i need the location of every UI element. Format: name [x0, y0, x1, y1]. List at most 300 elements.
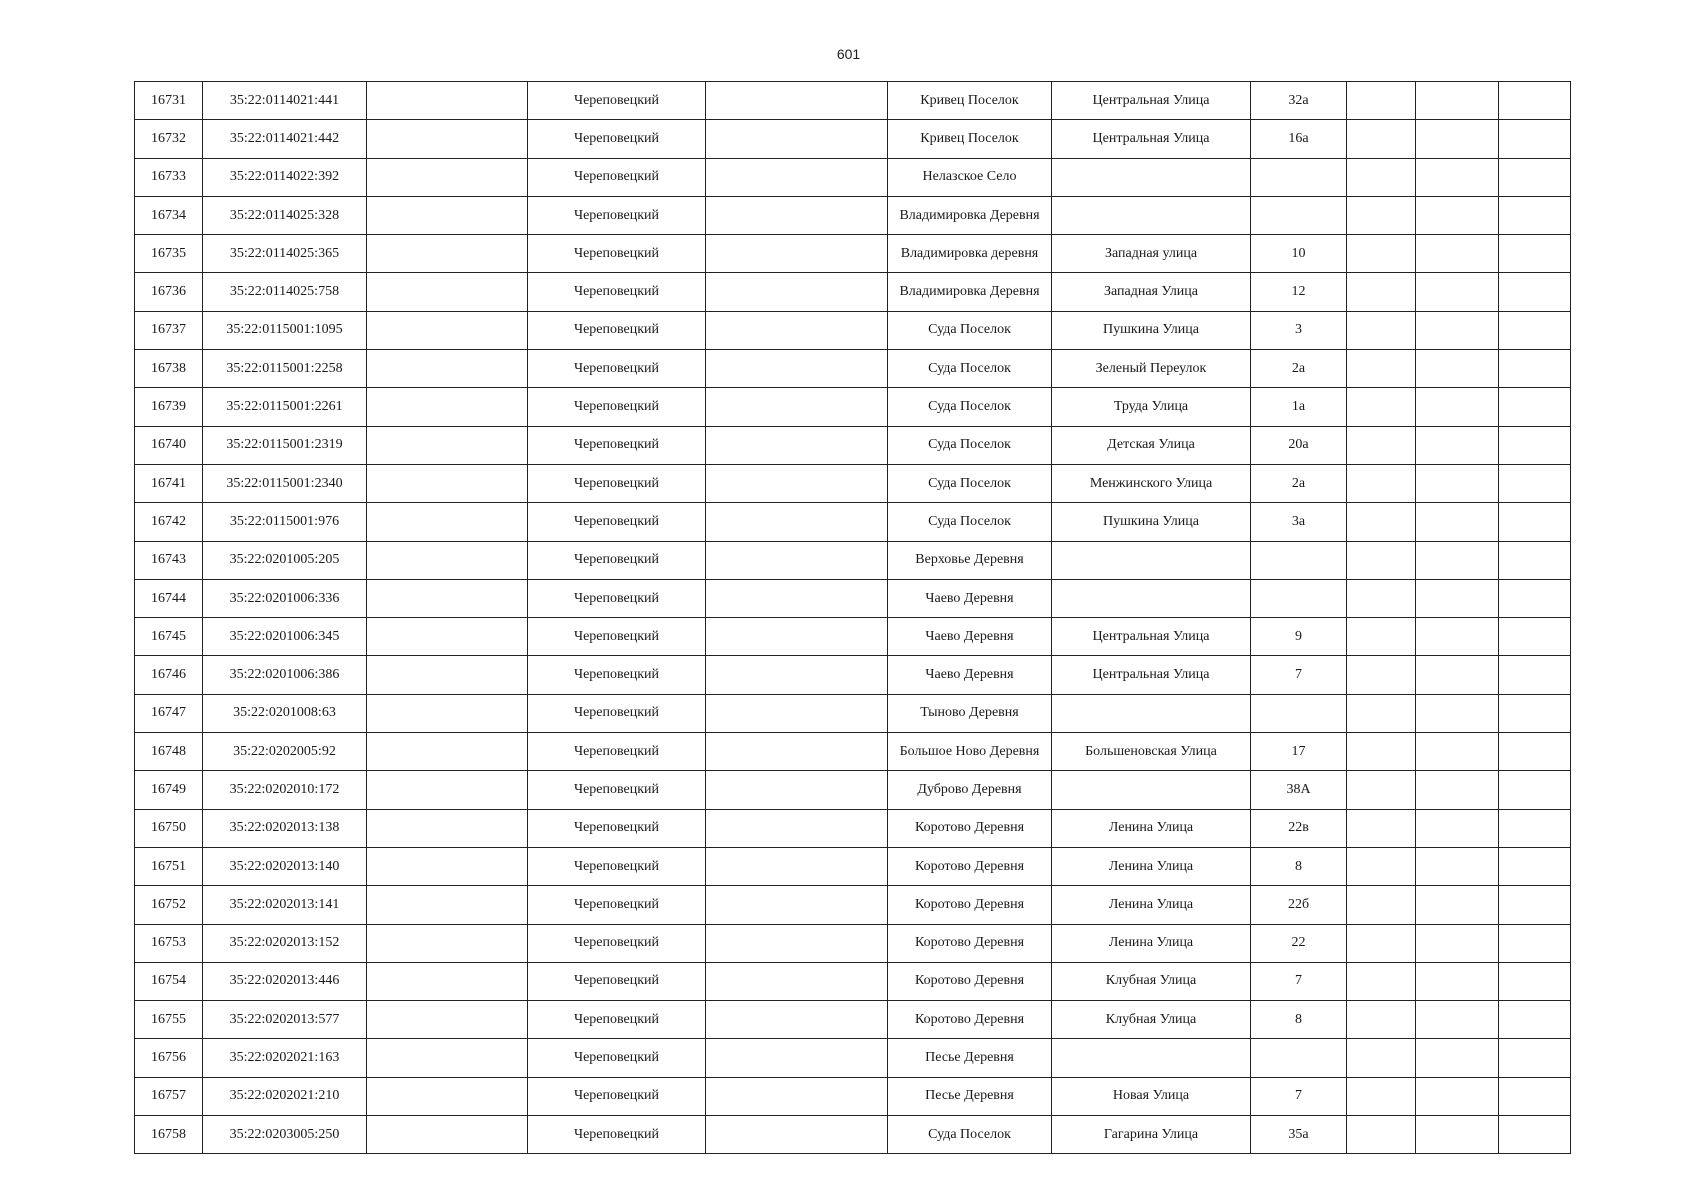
empty-cell [1347, 694, 1416, 732]
district-cell: Череповецкий [528, 464, 706, 502]
empty-cell [1416, 924, 1499, 962]
locality-cell: Коротово Деревня [888, 847, 1052, 885]
cadastral-number-cell: 35:22:0115001:2319 [203, 426, 367, 464]
locality-cell: Суда Поселок [888, 426, 1052, 464]
table-row [135, 196, 1571, 234]
empty-cell [1347, 1077, 1416, 1115]
district-cell: Череповецкий [528, 771, 706, 809]
empty-cell [1416, 656, 1499, 694]
empty-cell [1416, 733, 1499, 771]
row-number-cell: 16744 [135, 579, 203, 617]
table-row [135, 1039, 1571, 1077]
street-cell: Пушкина Улица [1052, 503, 1251, 541]
locality-cell: Верховье Деревня [888, 541, 1052, 579]
empty-cell [367, 120, 528, 158]
empty-cell [367, 426, 528, 464]
house-number-cell [1251, 541, 1347, 579]
street-cell: Ленина Улица [1052, 924, 1251, 962]
table-row [135, 1116, 1571, 1154]
empty-cell [1416, 541, 1499, 579]
empty-cell [706, 886, 888, 924]
empty-cell [706, 1039, 888, 1077]
empty-cell [1347, 886, 1416, 924]
empty-cell [1416, 1077, 1499, 1115]
empty-cell [1347, 541, 1416, 579]
empty-cell [1499, 82, 1571, 120]
locality-cell: Песье Деревня [888, 1077, 1052, 1115]
row-number-cell: 16753 [135, 924, 203, 962]
cadastral-number-cell: 35:22:0202013:138 [203, 809, 367, 847]
empty-cell [1499, 350, 1571, 388]
cadastral-number-cell: 35:22:0114025:365 [203, 235, 367, 273]
empty-cell [706, 82, 888, 120]
locality-cell: Кривец Поселок [888, 82, 1052, 120]
empty-cell [1499, 235, 1571, 273]
row-number-cell: 16738 [135, 350, 203, 388]
district-cell: Череповецкий [528, 196, 706, 234]
house-number-cell: 3 [1251, 311, 1347, 349]
empty-cell [706, 847, 888, 885]
street-cell: Клубная Улица [1052, 1001, 1251, 1039]
empty-cell [1347, 962, 1416, 1000]
locality-cell: Чаево Деревня [888, 618, 1052, 656]
empty-cell [367, 464, 528, 502]
house-number-cell: 22в [1251, 809, 1347, 847]
district-cell: Череповецкий [528, 388, 706, 426]
table-row [135, 694, 1571, 732]
table-row [135, 962, 1571, 1000]
empty-cell [367, 311, 528, 349]
empty-cell [1416, 579, 1499, 617]
cadastral-number-cell: 35:22:0114021:442 [203, 120, 367, 158]
table-row [135, 120, 1571, 158]
empty-cell [1347, 158, 1416, 196]
empty-cell [367, 273, 528, 311]
empty-cell [1347, 235, 1416, 273]
cadastral-number-cell: 35:22:0202010:172 [203, 771, 367, 809]
street-cell: Менжинского Улица [1052, 464, 1251, 502]
street-cell [1052, 579, 1251, 617]
row-number-cell: 16745 [135, 618, 203, 656]
empty-cell [706, 503, 888, 541]
house-number-cell: 16а [1251, 120, 1347, 158]
street-cell: Труда Улица [1052, 388, 1251, 426]
row-number-cell: 16741 [135, 464, 203, 502]
empty-cell [1499, 579, 1571, 617]
cadastral-number-cell: 35:22:0201005:205 [203, 541, 367, 579]
empty-cell [1499, 120, 1571, 158]
street-cell [1052, 541, 1251, 579]
empty-cell [1416, 311, 1499, 349]
street-cell: Детская Улица [1052, 426, 1251, 464]
empty-cell [1499, 541, 1571, 579]
street-cell: Ленина Улица [1052, 847, 1251, 885]
house-number-cell: 22 [1251, 924, 1347, 962]
empty-cell [706, 924, 888, 962]
table-row [135, 426, 1571, 464]
empty-cell [706, 350, 888, 388]
empty-cell [1416, 771, 1499, 809]
empty-cell [1499, 962, 1571, 1000]
table-row [135, 82, 1571, 120]
empty-cell [1499, 388, 1571, 426]
house-number-cell: 2а [1251, 350, 1347, 388]
empty-cell [1416, 120, 1499, 158]
district-cell: Череповецкий [528, 235, 706, 273]
locality-cell: Суда Поселок [888, 1116, 1052, 1154]
row-number-cell: 16758 [135, 1116, 203, 1154]
table-row [135, 350, 1571, 388]
cadastral-number-cell: 35:22:0202013:152 [203, 924, 367, 962]
empty-cell [1499, 1039, 1571, 1077]
row-number-cell: 16747 [135, 694, 203, 732]
district-cell: Череповецкий [528, 273, 706, 311]
locality-cell: Суда Поселок [888, 464, 1052, 502]
empty-cell [1347, 1039, 1416, 1077]
property-table [134, 81, 1571, 1154]
empty-cell [1347, 464, 1416, 502]
table-row [135, 541, 1571, 579]
empty-cell [1416, 1039, 1499, 1077]
district-cell: Череповецкий [528, 1001, 706, 1039]
locality-cell: Суда Поселок [888, 350, 1052, 388]
district-cell: Череповецкий [528, 426, 706, 464]
street-cell: Центральная Улица [1052, 82, 1251, 120]
empty-cell [1499, 886, 1571, 924]
cadastral-number-cell: 35:22:0201006:386 [203, 656, 367, 694]
row-number-cell: 16731 [135, 82, 203, 120]
district-cell: Череповецкий [528, 82, 706, 120]
empty-cell [367, 82, 528, 120]
empty-cell [1347, 350, 1416, 388]
street-cell: Ленина Улица [1052, 809, 1251, 847]
empty-cell [1347, 82, 1416, 120]
street-cell: Пушкина Улица [1052, 311, 1251, 349]
locality-cell: Владимировка деревня [888, 235, 1052, 273]
cadastral-number-cell: 35:22:0114021:441 [203, 82, 367, 120]
street-cell [1052, 1039, 1251, 1077]
cadastral-number-cell: 35:22:0201006:336 [203, 579, 367, 617]
house-number-cell [1251, 1039, 1347, 1077]
cadastral-number-cell: 35:22:0202013:141 [203, 886, 367, 924]
empty-cell [1347, 847, 1416, 885]
empty-cell [1499, 1077, 1571, 1115]
empty-cell [1416, 464, 1499, 502]
house-number-cell: 32а [1251, 82, 1347, 120]
street-cell [1052, 196, 1251, 234]
cadastral-number-cell: 35:22:0202021:163 [203, 1039, 367, 1077]
empty-cell [367, 771, 528, 809]
district-cell: Череповецкий [528, 120, 706, 158]
empty-cell [706, 235, 888, 273]
district-cell: Череповецкий [528, 158, 706, 196]
table-row [135, 235, 1571, 273]
street-cell: Гагарина Улица [1052, 1116, 1251, 1154]
row-number-cell: 16737 [135, 311, 203, 349]
empty-cell [367, 656, 528, 694]
empty-cell [1416, 503, 1499, 541]
empty-cell [706, 579, 888, 617]
empty-cell [367, 579, 528, 617]
table-row [135, 809, 1571, 847]
cadastral-number-cell: 35:22:0201006:345 [203, 618, 367, 656]
empty-cell [1347, 311, 1416, 349]
table-row [135, 1077, 1571, 1115]
empty-cell [1499, 618, 1571, 656]
empty-cell [1499, 426, 1571, 464]
empty-cell [1347, 426, 1416, 464]
empty-cell [367, 1077, 528, 1115]
house-number-cell [1251, 158, 1347, 196]
table-row [135, 771, 1571, 809]
row-number-cell: 16746 [135, 656, 203, 694]
cadastral-number-cell: 35:22:0202021:210 [203, 1077, 367, 1115]
house-number-cell: 20а [1251, 426, 1347, 464]
street-cell: Зеленый Переулок [1052, 350, 1251, 388]
locality-cell: Дуброво Деревня [888, 771, 1052, 809]
table-row [135, 388, 1571, 426]
empty-cell [367, 847, 528, 885]
empty-cell [367, 886, 528, 924]
empty-cell [367, 618, 528, 656]
empty-cell [1499, 158, 1571, 196]
empty-cell [1347, 771, 1416, 809]
empty-cell [706, 120, 888, 158]
district-cell: Череповецкий [528, 656, 706, 694]
row-number-cell: 16754 [135, 962, 203, 1000]
district-cell: Череповецкий [528, 618, 706, 656]
locality-cell: Чаево Деревня [888, 656, 1052, 694]
locality-cell: Коротово Деревня [888, 924, 1052, 962]
empty-cell [1347, 120, 1416, 158]
district-cell: Череповецкий [528, 1077, 706, 1115]
row-number-cell: 16736 [135, 273, 203, 311]
empty-cell [1499, 771, 1571, 809]
table-row [135, 924, 1571, 962]
house-number-cell [1251, 694, 1347, 732]
empty-cell [706, 464, 888, 502]
table-row [135, 847, 1571, 885]
cadastral-number-cell: 35:22:0202013:446 [203, 962, 367, 1000]
empty-cell [367, 1116, 528, 1154]
empty-cell [1416, 388, 1499, 426]
house-number-cell [1251, 196, 1347, 234]
empty-cell [1347, 809, 1416, 847]
district-cell: Череповецкий [528, 886, 706, 924]
empty-cell [1499, 809, 1571, 847]
page-number: 601 [836, 46, 861, 62]
district-cell: Череповецкий [528, 1039, 706, 1077]
empty-cell [367, 962, 528, 1000]
street-cell: Большеновская Улица [1052, 733, 1251, 771]
house-number-cell: 3а [1251, 503, 1347, 541]
empty-cell [1347, 1116, 1416, 1154]
row-number-cell: 16749 [135, 771, 203, 809]
house-number-cell: 38А [1251, 771, 1347, 809]
empty-cell [367, 733, 528, 771]
locality-cell: Коротово Деревня [888, 886, 1052, 924]
empty-cell [367, 388, 528, 426]
locality-cell: Суда Поселок [888, 388, 1052, 426]
locality-cell: Песье Деревня [888, 1039, 1052, 1077]
row-number-cell: 16732 [135, 120, 203, 158]
row-number-cell: 16734 [135, 196, 203, 234]
district-cell: Череповецкий [528, 847, 706, 885]
empty-cell [706, 1001, 888, 1039]
row-number-cell: 16748 [135, 733, 203, 771]
empty-cell [1416, 847, 1499, 885]
empty-cell [1416, 350, 1499, 388]
empty-cell [706, 656, 888, 694]
empty-cell [706, 771, 888, 809]
empty-cell [706, 809, 888, 847]
empty-cell [1416, 694, 1499, 732]
row-number-cell: 16740 [135, 426, 203, 464]
house-number-cell: 10 [1251, 235, 1347, 273]
house-number-cell: 9 [1251, 618, 1347, 656]
empty-cell [1499, 924, 1571, 962]
locality-cell: Коротово Деревня [888, 809, 1052, 847]
empty-cell [706, 273, 888, 311]
house-number-cell: 35а [1251, 1116, 1347, 1154]
row-number-cell: 16751 [135, 847, 203, 885]
house-number-cell: 8 [1251, 847, 1347, 885]
empty-cell [706, 426, 888, 464]
empty-cell [367, 694, 528, 732]
table-row [135, 618, 1571, 656]
street-cell [1052, 694, 1251, 732]
row-number-cell: 16755 [135, 1001, 203, 1039]
empty-cell [706, 196, 888, 234]
empty-cell [1347, 733, 1416, 771]
empty-cell [1347, 618, 1416, 656]
district-cell: Череповецкий [528, 733, 706, 771]
empty-cell [1499, 733, 1571, 771]
empty-cell [706, 618, 888, 656]
empty-cell [1499, 847, 1571, 885]
cadastral-number-cell: 35:22:0114022:392 [203, 158, 367, 196]
table-row [135, 1001, 1571, 1039]
cadastral-number-cell: 35:22:0114025:328 [203, 196, 367, 234]
row-number-cell: 16757 [135, 1077, 203, 1115]
empty-cell [367, 196, 528, 234]
empty-cell [367, 235, 528, 273]
street-cell: Новая Улица [1052, 1077, 1251, 1115]
empty-cell [1416, 1001, 1499, 1039]
locality-cell: Кривец Поселок [888, 120, 1052, 158]
empty-cell [706, 388, 888, 426]
empty-cell [1347, 503, 1416, 541]
house-number-cell: 22б [1251, 886, 1347, 924]
district-cell: Череповецкий [528, 311, 706, 349]
empty-cell [1347, 196, 1416, 234]
empty-cell [1347, 656, 1416, 694]
empty-cell [1416, 158, 1499, 196]
empty-cell [706, 158, 888, 196]
house-number-cell: 1а [1251, 388, 1347, 426]
cadastral-number-cell: 35:22:0115001:2261 [203, 388, 367, 426]
locality-cell: Чаево Деревня [888, 579, 1052, 617]
empty-cell [1499, 196, 1571, 234]
empty-cell [1499, 273, 1571, 311]
row-number-cell: 16750 [135, 809, 203, 847]
empty-cell [1416, 196, 1499, 234]
row-number-cell: 16739 [135, 388, 203, 426]
cadastral-number-cell: 35:22:0201008:63 [203, 694, 367, 732]
table-body [135, 82, 1571, 1154]
empty-cell [1499, 694, 1571, 732]
empty-cell [706, 694, 888, 732]
district-cell: Череповецкий [528, 579, 706, 617]
empty-cell [367, 1001, 528, 1039]
empty-cell [1499, 503, 1571, 541]
district-cell: Череповецкий [528, 350, 706, 388]
cadastral-number-cell: 35:22:0115001:976 [203, 503, 367, 541]
row-number-cell: 16742 [135, 503, 203, 541]
empty-cell [706, 962, 888, 1000]
empty-cell [1499, 1116, 1571, 1154]
locality-cell: Суда Поселок [888, 311, 1052, 349]
empty-cell [1499, 311, 1571, 349]
empty-cell [1416, 1116, 1499, 1154]
district-cell: Череповецкий [528, 924, 706, 962]
empty-cell [367, 1039, 528, 1077]
locality-cell: Тыново Деревня [888, 694, 1052, 732]
house-number-cell: 7 [1251, 1077, 1347, 1115]
table-row [135, 158, 1571, 196]
table-row [135, 579, 1571, 617]
empty-cell [1416, 273, 1499, 311]
table-row [135, 733, 1571, 771]
empty-cell [367, 158, 528, 196]
cadastral-number-cell: 35:22:0202005:92 [203, 733, 367, 771]
empty-cell [1499, 1001, 1571, 1039]
street-cell [1052, 771, 1251, 809]
locality-cell: Владимировка Деревня [888, 196, 1052, 234]
empty-cell [706, 311, 888, 349]
empty-cell [1347, 924, 1416, 962]
empty-cell [1416, 886, 1499, 924]
empty-cell [1499, 656, 1571, 694]
empty-cell [1416, 426, 1499, 464]
cadastral-number-cell: 35:22:0202013:140 [203, 847, 367, 885]
row-number-cell: 16756 [135, 1039, 203, 1077]
cadastral-number-cell: 35:22:0115001:2340 [203, 464, 367, 502]
street-cell: Ленина Улица [1052, 886, 1251, 924]
house-number-cell: 12 [1251, 273, 1347, 311]
row-number-cell: 16735 [135, 235, 203, 273]
street-cell: Центральная Улица [1052, 656, 1251, 694]
house-number-cell [1251, 579, 1347, 617]
cadastral-number-cell: 35:22:0203005:250 [203, 1116, 367, 1154]
street-cell: Центральная Улица [1052, 618, 1251, 656]
locality-cell: Большое Ново Деревня [888, 733, 1052, 771]
house-number-cell: 8 [1251, 1001, 1347, 1039]
empty-cell [367, 541, 528, 579]
empty-cell [367, 503, 528, 541]
table-row [135, 464, 1571, 502]
district-cell: Череповецкий [528, 503, 706, 541]
empty-cell [1416, 618, 1499, 656]
empty-cell [1347, 388, 1416, 426]
empty-cell [706, 733, 888, 771]
row-number-cell: 16752 [135, 886, 203, 924]
cadastral-number-cell: 35:22:0114025:758 [203, 273, 367, 311]
empty-cell [706, 541, 888, 579]
house-number-cell: 2а [1251, 464, 1347, 502]
row-number-cell: 16743 [135, 541, 203, 579]
empty-cell [367, 924, 528, 962]
